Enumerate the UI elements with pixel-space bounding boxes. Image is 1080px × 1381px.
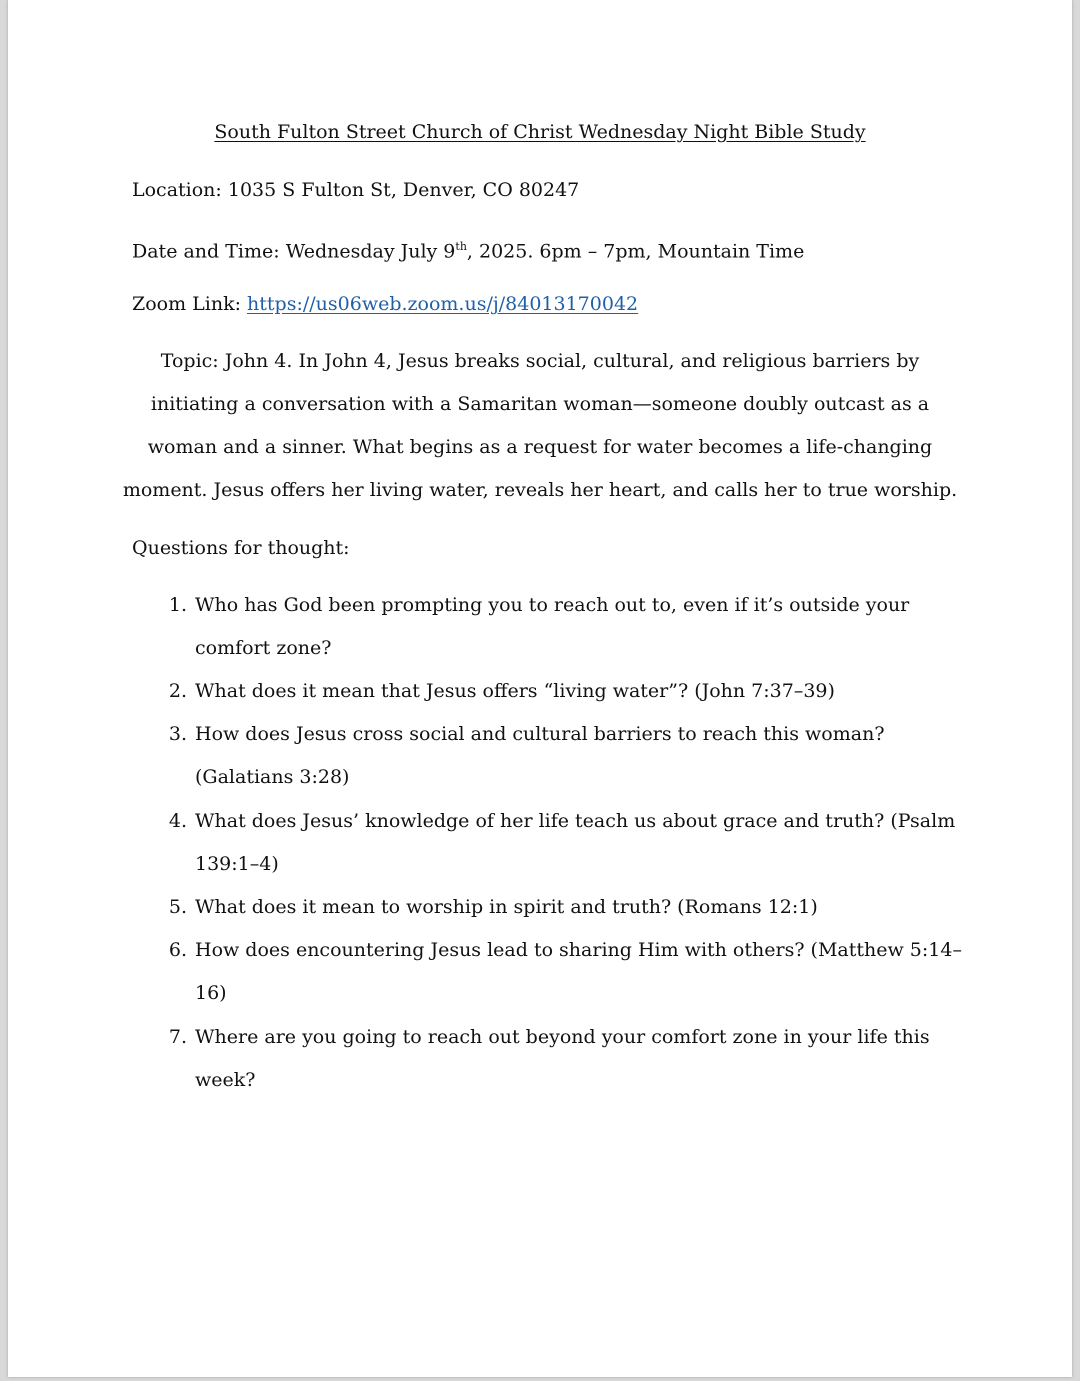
location-value: 1035 S Fulton St, Denver, CO 80247: [227, 179, 580, 201]
date-time-superscript: th: [455, 240, 467, 253]
list-item-number: 5.: [168, 896, 187, 918]
list-item-text: What does it mean to worship in spirit and truth? (Romans 12:1): [195, 896, 818, 918]
list-item-number: 7.: [168, 1026, 187, 1048]
list-item-number: 2.: [168, 680, 187, 702]
location-line: [132, 178, 579, 202]
list-item-text: (Galatians 3:28): [195, 766, 350, 788]
list-item-text: 16): [195, 982, 227, 1004]
list-item-text: What does it mean that Jesus offers “living water”? (John 7:37–39): [195, 680, 835, 702]
date-time-line: [132, 235, 804, 263]
list-item-number: 3.: [168, 723, 187, 745]
list-item-text: Where are you going to reach out beyond your comfort zone in your life this: [195, 1026, 930, 1048]
zoom-line: [132, 292, 638, 316]
list-item-number: 6.: [168, 939, 187, 961]
location-label: Location:: [132, 179, 222, 201]
list-item-text: week?: [195, 1069, 256, 1091]
topic-line: woman and a sinner. What begins as a request for water becomes a life-changing: [147, 436, 933, 458]
list-item-text: Who has God been prompting you to reach out to, even if it’s outside your: [195, 594, 910, 616]
date-time-suffix: , 2025. 6pm – 7pm, Mountain Time: [466, 240, 805, 263]
list-item-text: How does encountering Jesus lead to sharing Him with others? (Matthew 5:14–: [195, 939, 962, 961]
list-item-text: comfort zone?: [195, 637, 332, 659]
topic-line: Topic: John 4. In John 4, Jesus breaks social, cultural, and religious barriers by: [160, 350, 920, 372]
date-time-label: Date and Time:: [132, 240, 280, 263]
list-item-number: 1.: [168, 594, 187, 616]
questions-heading: Questions for thought:: [132, 537, 350, 559]
date-time-prefix: Wednesday July 9: [285, 240, 456, 263]
document-page: [8, 0, 1072, 1377]
zoom-link[interactable]: https://us06web.zoom.us/j/84013170042: [247, 293, 639, 315]
zoom-label: Zoom Link:: [132, 293, 241, 315]
list-item-text: What does Jesus’ knowledge of her life teach us about grace and truth? (Psalm: [195, 810, 956, 832]
list-item-text: 139:1–4): [195, 853, 279, 875]
topic-line: moment. Jesus offers her living water, reveals her heart, and calls her to true worship.: [122, 479, 958, 501]
list-item-text: How does Jesus cross social and cultural barriers to reach this woman?: [195, 723, 885, 745]
page-title: South Fulton Street Church of Christ Wednesday Night Bible Study: [214, 121, 866, 143]
list-item-number: 4.: [168, 810, 187, 832]
topic-line: initiating a conversation with a Samaritan woman—someone doubly outcast as a: [150, 393, 930, 415]
